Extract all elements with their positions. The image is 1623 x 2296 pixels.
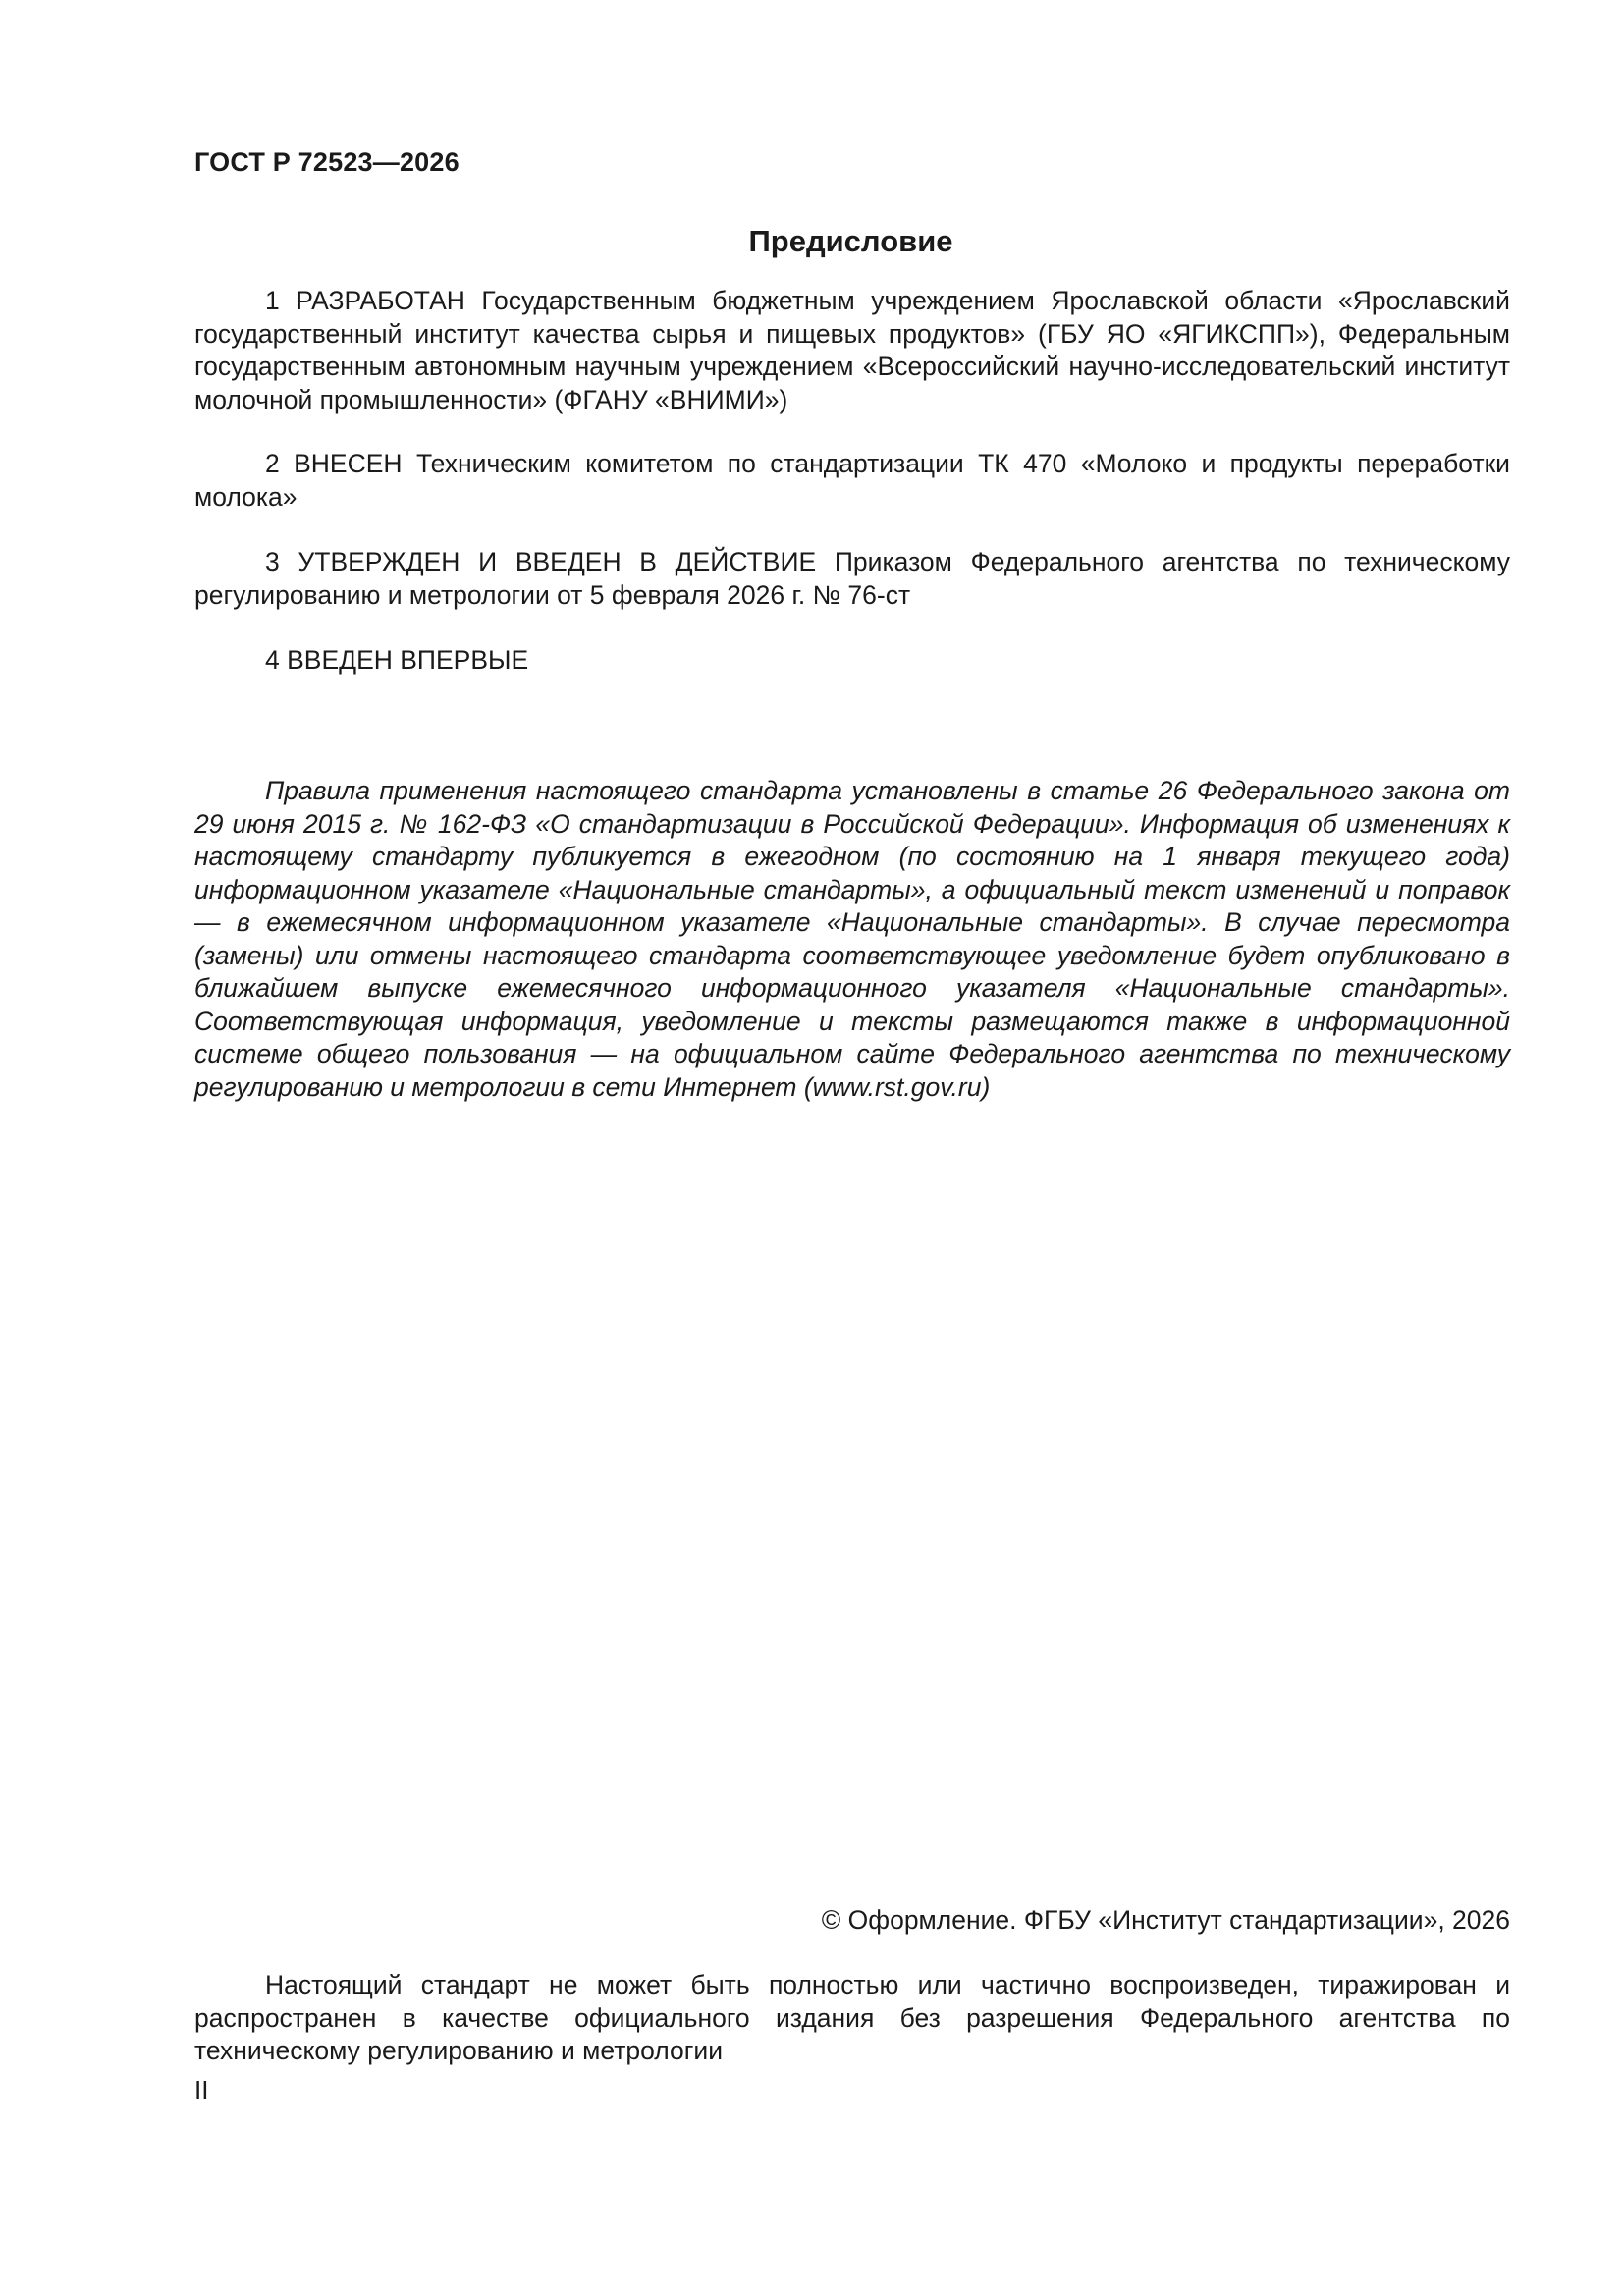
foreword-item-1 — [194, 285, 1510, 416]
application-rules-notice — [194, 775, 1510, 1104]
foreword-item-text: 3 УТВЕРЖДЕН И ВВЕДЕН В ДЕЙСТВИЕ Приказом Федерального агентства по техническому регулированию и метрологии от 5 февраля 2026 г. № 76-ст — [194, 547, 1510, 610]
foreword-item-text: 4 ВВЕДЕН ВПЕРВЫЕ — [265, 645, 529, 675]
copyright-line: © Оформление. ФГБУ «Институт стандартизации», 2026 — [821, 1905, 1510, 1935]
foreword-title: Предисловие — [748, 224, 953, 258]
foreword-item-text: 2 ВНЕСЕН Техническим комитетом по стандартизации ТК 470 «Молоко и продукты переработки молока» — [194, 449, 1510, 512]
foreword-item-4 — [194, 644, 1510, 678]
notice-text: Правила применения настоящего стандарта установлены в статье 26 Федерального закона от 29 июня 2015 г. № 162-ФЗ «О стандартизации в Российской Федерации». Информация об изменениях к настоящему стандарту публикуется в ежегодном (по состоянию на 1 января текущего года) информационном указателе «Национальные стандарты», а официальный текст изменений и поправок — в ежемесячном информационном указателе «Национальные стандарты». В случае пересмотра (замены) или отмены настоящего стандарта соответствующее уведомление будет опубликовано в ближайшем выпуске ежемесячного информационного указателя «Национальные стандарты». Соответствующая информация, уведомление и тексты размещаются также в информационной системе общего пользования — на официальном сайте Федерального агентства по техническому регулированию и метрологии в сети Интернет (www.rst.gov.ru) — [194, 776, 1510, 1102]
foreword-item-2 — [194, 448, 1510, 514]
page-number: II — [194, 2075, 209, 2105]
reproduction-notice — [194, 1969, 1510, 2068]
foreword-item-text: 1 РАЗРАБОТАН Государственным бюджетным учреждением Ярославской области «Ярославский государственный институт качества сырья и пищевых продуктов» (ГБУ ЯО «ЯГИКСПП»), Федеральным государственным автономным научным учреждением «Всероссийский научно-исследовательский институт молочной промышленности» (ФГАНУ «ВНИМИ») — [194, 286, 1510, 414]
foreword-item-3 — [194, 546, 1510, 612]
standard-code-header: ГОСТ Р 72523—2026 — [194, 147, 460, 177]
reproduction-notice-text: Настоящий стандарт не может быть полностью или частично воспроизведен, тиражирован и распространен в качестве официального издания без разрешения Федерального агентства по техническому регулированию и метрологии — [194, 1970, 1510, 2065]
